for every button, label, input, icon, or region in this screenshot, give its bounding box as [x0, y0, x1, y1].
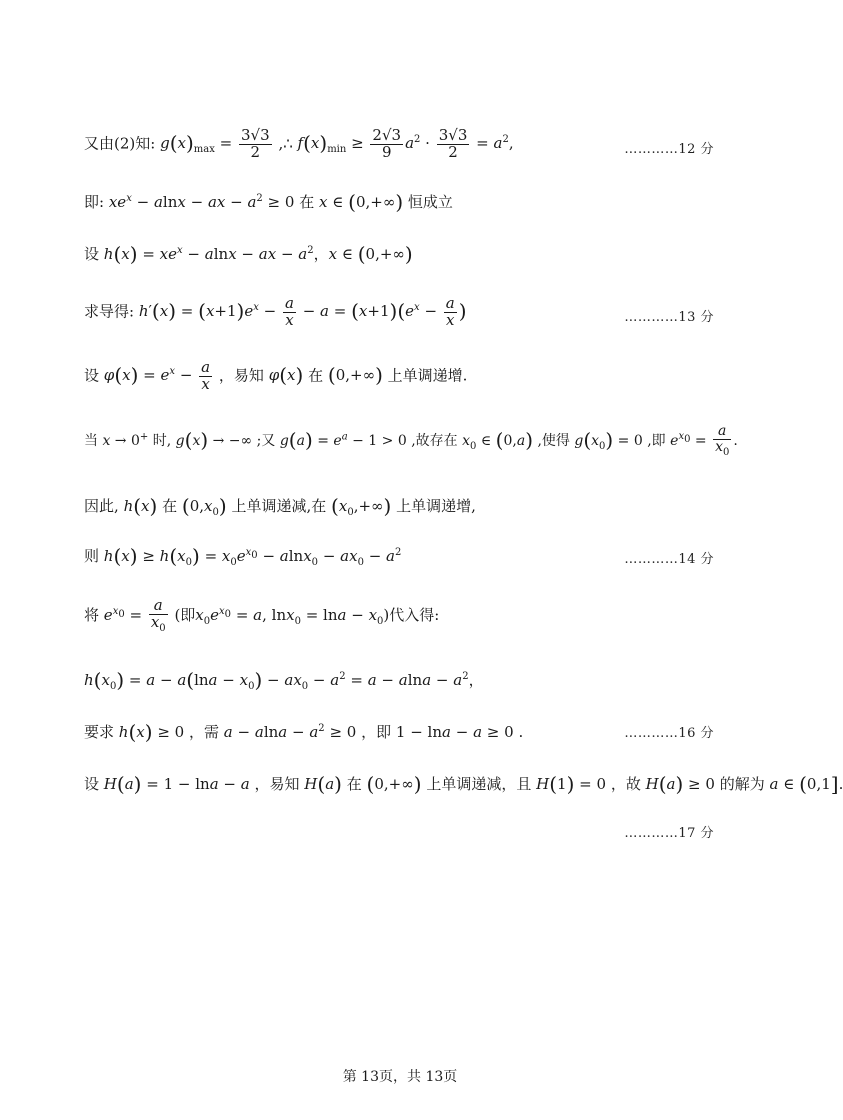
text-segment: )代入得: — [383, 606, 440, 625]
text-segment: 恒成立 — [407, 193, 453, 211]
text-segment: ，易知 — [254, 775, 300, 793]
step-requirement — [84, 720, 523, 744]
step-min-h — [84, 544, 401, 568]
formula: $h'(x) = (x+1)e^x$ − $\frac{a}{x}$ − $a = (x+1)(e^x$ − $\frac{a}{x}$ ) — [138, 294, 467, 329]
step-define-phi — [84, 360, 467, 393]
text-segment: 在 — [346, 775, 362, 793]
text-segment: 要求 — [84, 723, 115, 741]
formula: $e^{x_0}$ = $\frac{a}{x_0}$ . — [670, 423, 738, 458]
formula: (0,+∞) — [327, 363, 383, 388]
formula: $xe^x - alnx$ − ax − $a^2 \ge 0$ — [108, 193, 295, 211]
text-segment: ，即 — [361, 723, 392, 741]
step-substitute — [84, 598, 439, 634]
formula: a ∈ (0,1]. — [769, 772, 843, 796]
step-monotonic — [84, 494, 476, 518]
text-segment: 当 — [84, 433, 98, 449]
step-zero-point — [84, 424, 738, 458]
formula: g(x) → −∞ — [175, 428, 253, 452]
formula: $f(x)_{min}$ ≥ $\frac{2√3}{9}$ $a^2$ · $\frac{3√3}{2}$ = $a^2$, — [297, 126, 514, 161]
text-segment: ;又 — [256, 433, 276, 449]
formula: 1 − lna − a ≥ 0 . — [395, 723, 524, 741]
text-segment: 求导得: — [84, 302, 135, 321]
formula: H(a) ≥ 0 — [645, 772, 715, 796]
text-segment: 在 — [308, 366, 324, 385]
formula: $g(a) = e^a - 1 > 0$ — [279, 428, 407, 452]
page-footer: 第 13页，共 13页 — [342, 1069, 458, 1085]
text-segment: 的解为 — [719, 775, 765, 793]
formula: $(x_0,+\infty)$ — [331, 494, 392, 518]
text-segment: 因此, — [84, 497, 119, 515]
step-h-x0 — [84, 668, 484, 692]
text-segment: ,∴ — [278, 134, 293, 153]
formula: $x_0$ ∈ (0,a) — [462, 428, 533, 452]
text-segment: 即: — [84, 193, 105, 211]
formula: (0,+∞) — [366, 772, 422, 796]
formula: φ(x) — [268, 363, 304, 388]
text-segment: 则 — [84, 547, 100, 565]
formula: $h(x) \ge h(x_0) = x_0e^{x_0} - alnx_0 - ax_0 - a^2$ — [103, 544, 402, 568]
step-inequality — [84, 190, 453, 214]
formula: $x_0e^{x_0} = a$, $\ln x_0 = \ln a - x_0$ — [195, 606, 384, 628]
text-segment: 在 — [299, 193, 315, 211]
text-segment: 设 — [84, 366, 100, 385]
formula: H(a) — [304, 772, 342, 796]
text-segment: 上单调递减,在 — [231, 497, 327, 515]
text-segment: (即 — [174, 606, 196, 625]
formula: $(0,x_0)$ — [181, 494, 227, 518]
text-segment: 设 — [84, 775, 100, 793]
score-12: …………12 分 — [624, 142, 714, 157]
formula: H(a) = 1 − lna − a — [103, 772, 250, 796]
formula: x ∈ (0,+∞) — [319, 190, 404, 214]
text-segment: ,故存在 — [411, 433, 458, 449]
score-16: …………16 分 — [624, 726, 714, 741]
formula: $h(x_0) = a - a(\ln a - x_0) - ax_0 - a^2 = a - alna - a^2$， — [84, 668, 484, 692]
text-segment: 上单调递减，且 — [426, 775, 532, 793]
text-segment: ，易知 — [218, 366, 264, 385]
text-segment: 设 — [84, 245, 100, 263]
formula: x → 0+ — [102, 431, 149, 449]
text-segment: 时, — [152, 433, 172, 449]
formula: h(x) — [123, 494, 158, 518]
step-final — [84, 772, 843, 796]
text-segment: 上单调递增, — [396, 497, 476, 515]
score-13: …………13 分 — [624, 310, 714, 325]
formula: $a - alna - a^2 \ge 0$ — [223, 723, 357, 741]
text-segment: 将 — [84, 606, 100, 625]
formula: $g(x)_{max}$ = $\frac{3√3}{2}$ — [160, 126, 270, 161]
text-segment: ,即 — [647, 433, 666, 449]
formula: $\varphi(x) = e^x$ − $\frac{a}{x}$ — [103, 358, 211, 393]
formula: $e^{x_0}$ = $\frac{a}{x_0}$ — [103, 596, 166, 634]
formula: H(1) = 0 — [536, 772, 607, 796]
text-segment: ,使得 — [537, 433, 570, 449]
text-segment: 上单调递增. — [387, 366, 468, 385]
text-segment: 又由(2)知: — [84, 134, 156, 153]
score-14: …………14 分 — [624, 552, 714, 567]
text-segment: ，需 — [189, 723, 220, 741]
formula: $h(x) = xe^x - alnx$ − ax − $a^2$，x ∈ (0,+∞) — [103, 242, 413, 266]
text-segment: ，故 — [610, 775, 641, 793]
step-derivative — [84, 296, 467, 329]
step-max-g — [84, 128, 514, 161]
step-define-h — [84, 242, 413, 266]
formula: h(x) ≥ 0 — [118, 720, 185, 744]
formula: $g(x_0) = 0$ — [574, 428, 643, 452]
score-17: …………17 分 — [624, 826, 714, 841]
text-segment: 在 — [162, 497, 178, 515]
